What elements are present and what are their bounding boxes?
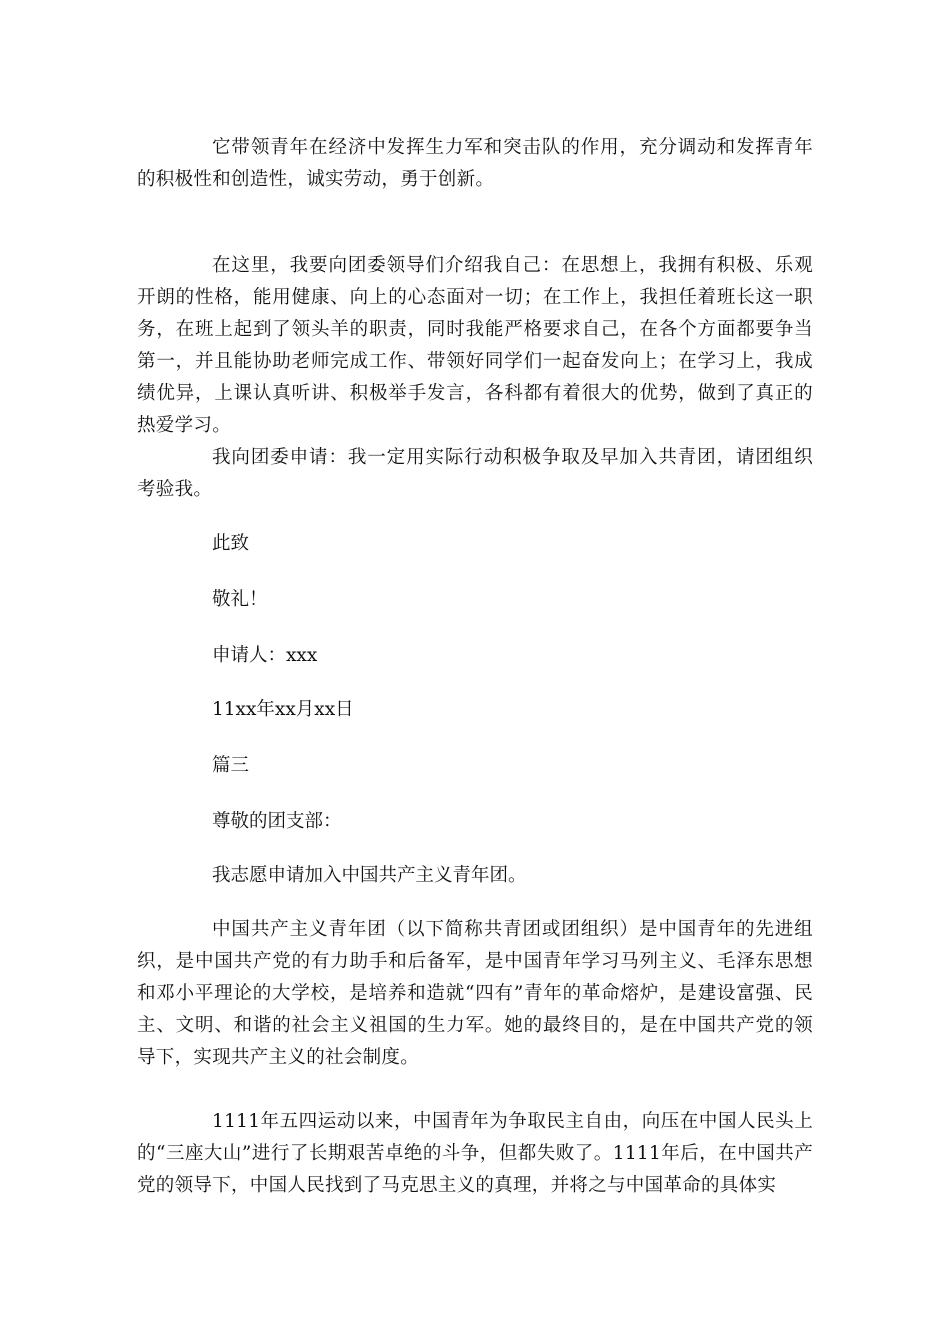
date-line: 11xx年xx月xx日: [212, 699, 354, 720]
statement-line: 我志愿申请加入中国共产主义青年团。: [212, 865, 527, 886]
paragraph-self-introduction: 在这里，我要向团委领导们介绍我自己：在思想上，我拥有积极、乐观开朗的性格，能用健康、向上的心态面对一切；在工作上，我担任着班长这一职务，在班上起到了领头羊的职责，同时我能严格要求自己，在各个方面都要争当第一，并且能协助老师完成工作、带领好同学们一起奋发向上；在学习上，我成绩优异，上课认真听讲、积极举手发言，各科都有着很大的优势，做到了真正的热爱学习。: [137, 255, 813, 436]
paragraph-youth-role: 它带领青年在经济中发挥生力军和突击队的作用，充分调动和发挥青年的积极性和创造性，诚实劳动，勇于创新。: [137, 137, 813, 190]
paragraph-history: 1111年五四运动以来，中国青年为争取民主自由，向压在中国人民头上的“三座大山”进行了长期艰苦卓绝的斗争，但都失败了。1111年后，在中国共产党的领导下，中国人民找到了马克思主义的真理，并将之与中国革命的具体实: [137, 1111, 813, 1196]
paragraph-application-request: 我向团委申请：我一定用实际行动积极争取及早加入共青团，请团组织考验我。: [137, 447, 813, 500]
closing-regards: 敬礼！: [212, 589, 268, 610]
applicant-line: 申请人：xxx: [212, 645, 318, 666]
section-title: 篇三: [212, 755, 250, 776]
greeting-line: 尊敬的团支部：: [212, 811, 342, 832]
paragraph-league-description: 中国共产主义青年团（以下简称共青团或团组织）是中国青年的先进组织，是中国共产党的有力助手和后备军，是中国青年学习马列主义、毛泽东思想和邓小平理论的大学校，是培养和造就“四有”青年的革命熔炉，是建设富强、民主、文明、和谐的社会主义祖国的生力军。她的最终目的，是在中国共产党的领导下，实现共产主义的社会制度。: [137, 919, 813, 1068]
closing-salutation: 此致: [212, 533, 250, 554]
